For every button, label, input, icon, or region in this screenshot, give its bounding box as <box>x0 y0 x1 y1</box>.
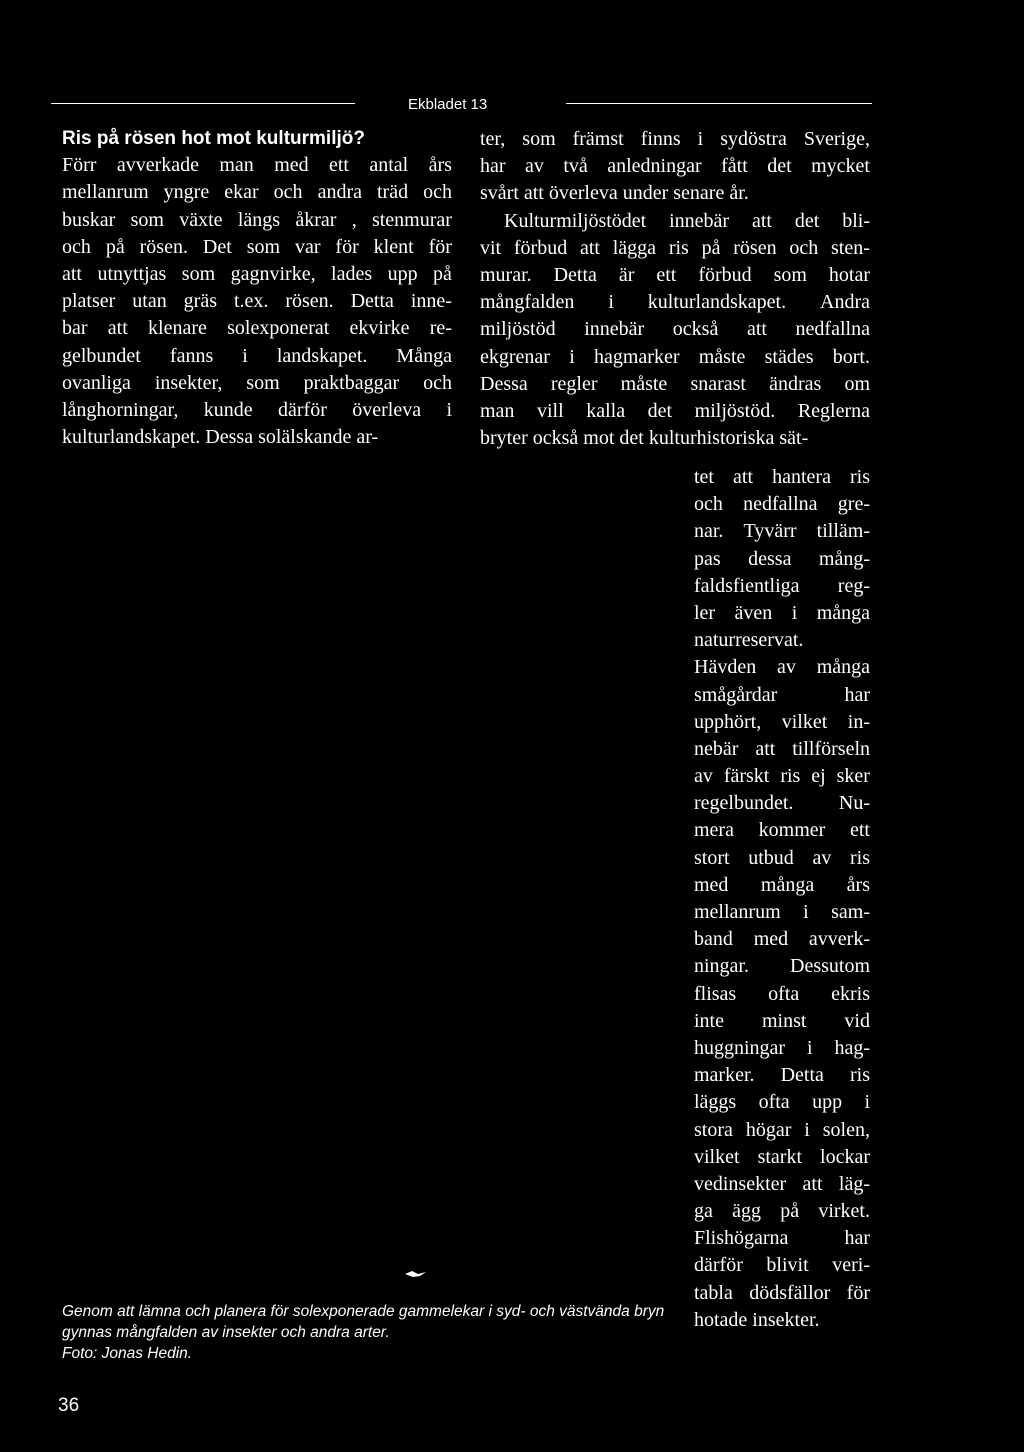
text-line: ovanliga insekter, som praktbaggar och <box>62 371 452 394</box>
text-line: upphört, vilket in- <box>694 710 870 733</box>
running-header: Ekbladet 13 <box>408 96 488 113</box>
caption-line: Genom att lämna och planera för solexponerade gammelekar i syd- och västvända bryn <box>62 1303 665 1320</box>
text-line: nebär att tillförseln <box>694 737 870 760</box>
text-line: buskar som växte längs åkrar , stenmurar <box>62 208 452 231</box>
article-column-left <box>62 125 452 451</box>
text-line: flisas ofta ekris <box>694 982 870 1005</box>
text-line: huggningar i hag- <box>694 1036 870 1059</box>
text-line: man vill kalla det miljöstöd. Reglerna <box>480 399 870 422</box>
text-line: tet att hantera ris <box>694 466 870 488</box>
text-line: mellanrum i sam- <box>694 901 870 923</box>
text-line: marker. Detta ris <box>694 1064 870 1087</box>
text-line: kulturlandskapet. Dessa solälskande ar- <box>62 426 379 449</box>
article-column-right <box>480 126 870 452</box>
text-line: med många års <box>694 873 870 896</box>
text-line: har av två anledningar fått det mycket <box>480 155 870 178</box>
text-line: ningar. Dessutom <box>694 955 870 978</box>
article-column-narrow <box>694 464 870 1334</box>
text-line: ga ägg på virket. <box>694 1200 870 1223</box>
text-line: Dessa regler måste snarast ändras om <box>480 372 870 395</box>
text-line: smågårdar har <box>694 683 870 706</box>
text-line: långhorningar, kunde därför överleva i <box>62 398 452 421</box>
text-line: och på rösen. Det som var för klent för <box>62 235 452 258</box>
page-number: 36 <box>58 1395 80 1416</box>
caption-credit: Foto: Jonas Hedin. <box>62 1345 193 1362</box>
text-line: pas dessa mång- <box>694 547 870 570</box>
text-line: och nedfallna gre- <box>694 493 870 516</box>
text-line: av färskt ris ej sker <box>694 765 870 788</box>
text-line: platser utan gräs t.ex. rösen. Detta inne- <box>62 290 452 313</box>
text-line: vilket starkt lockar <box>694 1145 870 1168</box>
text-line: nar. Tyvärr tilläm- <box>694 520 870 543</box>
text-line: inte minst vid <box>694 1009 870 1032</box>
text-line: tabla dödsfällor för <box>694 1281 870 1304</box>
text-line: mera kommer ett <box>694 819 870 842</box>
text-line: hotade insekter. <box>694 1308 820 1331</box>
text-line: att utnyttjas som gagnvirke, lades upp på <box>62 262 452 285</box>
text-line: svårt att överleva under senare år. <box>480 182 749 205</box>
text-line: ter, som främst finns i sydöstra Sverige, <box>480 128 870 150</box>
photo-fragment-mark <box>404 1268 428 1280</box>
text-line: bryter också mot det kulturhistoriska sät- <box>480 427 809 450</box>
text-line: naturreservat. <box>694 629 804 652</box>
text-line: regelbundet. Nu- <box>694 792 870 815</box>
text-line: vit förbud att lägga ris på rösen och sten- <box>480 236 870 259</box>
text-line: mellanrum yngre ekar och andra träd och <box>62 181 452 204</box>
text-line: bar att klenare solexponerat ekvirke re- <box>62 317 452 340</box>
text-line: faldsfientliga reg- <box>694 574 870 597</box>
text-line: Förr avverkade man med ett antal års <box>62 154 452 177</box>
article-title: Ris på rösen hot mot kulturmiljö? <box>62 128 365 149</box>
text-line: läggs ofta upp i <box>694 1091 870 1114</box>
text-line: vedinsekter att läg- <box>694 1172 870 1195</box>
text-line: ler även i många <box>694 601 870 624</box>
text-line: miljöstöd innebär också att nedfallna <box>480 318 870 341</box>
text-line: murar. Detta är ett förbud som hotar <box>480 263 870 286</box>
text-line: stort utbud av ris <box>694 846 870 869</box>
text-line: stora högar i solen, <box>694 1118 870 1141</box>
text-line: Flishögarna har <box>694 1227 870 1250</box>
text-line: ekgrenar i hagmarker måste städes bort. <box>480 345 870 368</box>
text-line: gelbundet fanns i landskapet. Många <box>62 344 452 367</box>
article-body-left <box>62 152 452 451</box>
header-rule-right <box>566 103 872 104</box>
text-line: därför blivit veri- <box>694 1254 870 1277</box>
text-line: Kulturmiljöstödet innebär att det bli- <box>504 209 870 232</box>
text-line: band med avverk- <box>694 928 870 951</box>
caption-line: gynnas mångfalden av insekter och andra arter. <box>62 1324 390 1341</box>
header-rule-left <box>51 103 355 104</box>
photo-caption <box>62 1301 682 1364</box>
text-line: mångfalden i kulturlandskapet. Andra <box>480 291 870 314</box>
text-line: Hävden av många <box>694 656 870 679</box>
